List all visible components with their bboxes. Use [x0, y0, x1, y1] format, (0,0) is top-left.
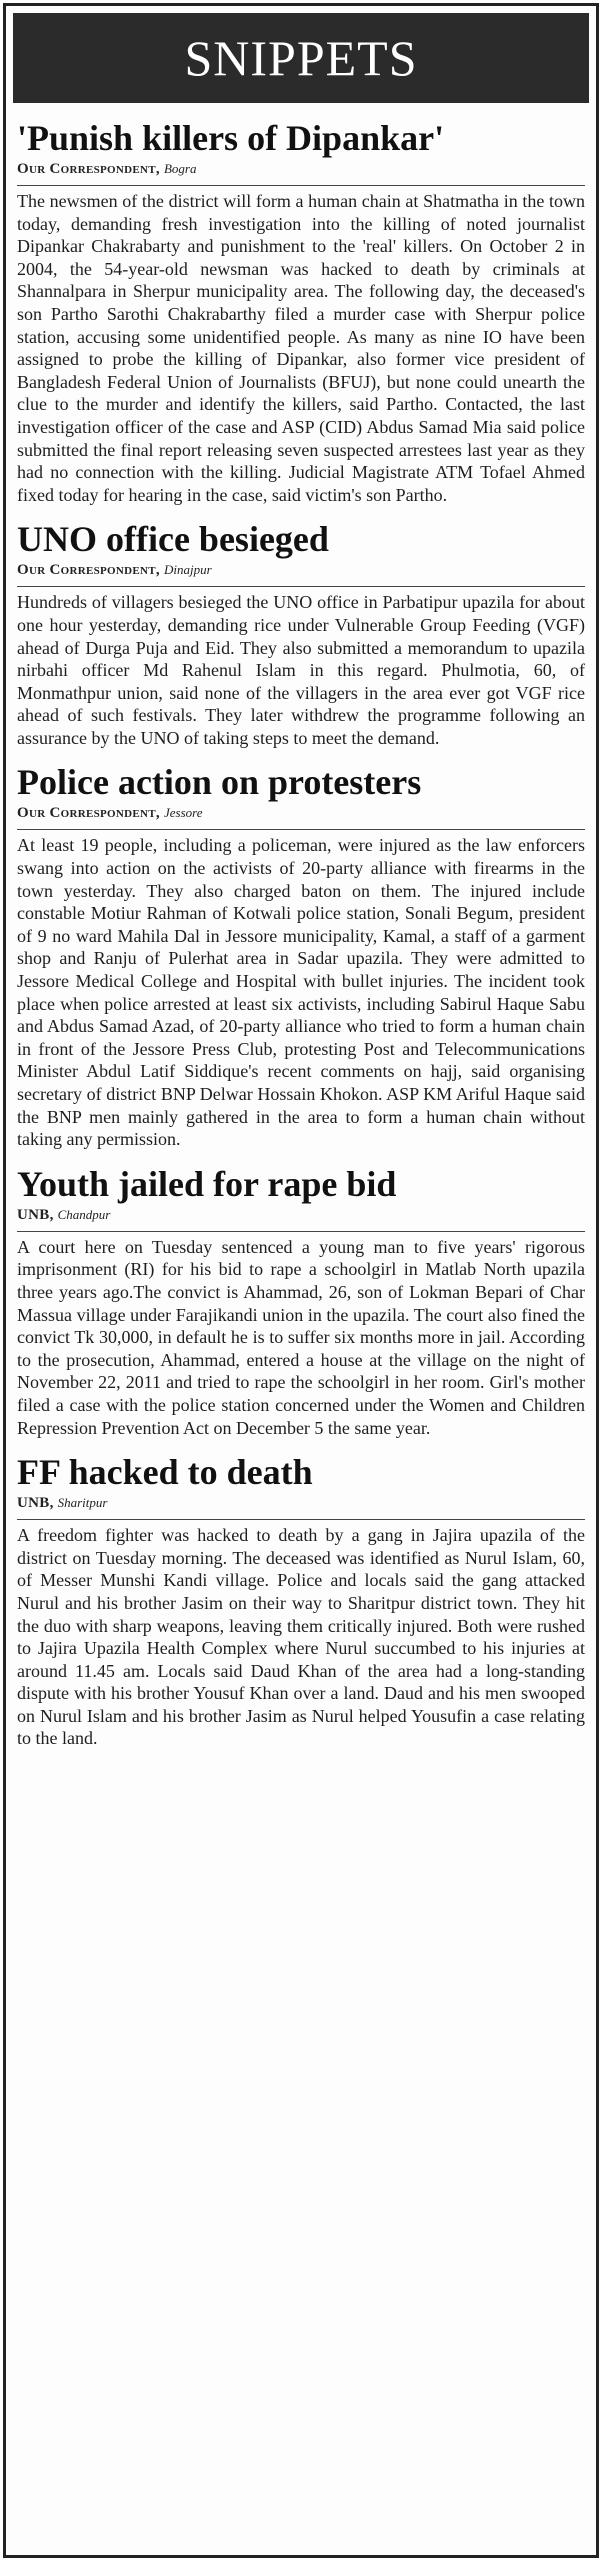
article-body: A freedom fighter was hacked to death by a gang in Jajira upazila of the district on Tuesday morning. The deceased was identified as Nurul Islam, 60, of Messer Munshi Kandi village. Police and locals said the gang attacked Nurul and his brother Jasim on their way to Sharitpur district town. They hit the duo with sharp weapons, leaving them critically injured. Both were rushed to Jajira Upazila Health Complex where Nurul succumbed to his injuries at around 11.45 am. Locals said Daud Khan of the area had a long-standing dispute with his brother Yousuf Khan over a land. Daud and his men swooped on Nurul Islam and his brother Jasim as Nurul helped Yousufin a case relating to the land. — [17, 1525, 585, 1749]
article-headline: 'Punish killers of Dipankar' — [17, 118, 445, 158]
article-body: The newsmen of the district will form a human chain at Shatmatha in the town today, demanding fresh investigation into the killing of noted journalist Dipankar Chakrabarty and punishment to the 'real' killers. On October 2 in 2004, the 54-year-old newsman was hacked to death by criminals at Shannalpara in Sherpur municipality area. The following day, the deceased's son Partho Sarothi Chakrabarthy filed a murder case with Sherpur police station, accusing some unidentified people. As many as nine IO have been assigned to probe the killing of Dipankar, also former vice president of Bangladesh Federal Union of Journalists (BFUJ), but none could unearth the clue to the murder and identify the killers, said Partho. Contacted, the last investigation officer of the case and ASP (CID) Abdus Samad Mia said police submitted the final report releasing seven suspected arrestees last year as they had no connection with the killing. Judicial Magistrate ATM Tofael Ahmed fixed today for hearing in the case, said victim's son Partho. — [17, 191, 585, 505]
article-body: A court here on Tuesday sentenced a young man to five years' rigorous imprisonment (RI) for his bid to rape a schoolgirl in Matlab North upazila three years ago.The convict is Ahammad, 26, son of Lokman Bepari of Char Massua village under Farajikandi union in the upazila. The court also fined the convict Tk 30,000, in default he is to suffer six months more in jail. According to the prosecution, Ahammad, entered a house at the village on the night of November 22, 2011 and tried to rape the schoolgirl in her room. Girl's mother filed a case with the police station concerned under the Women and Children Repression Prevention Act on December 5 the same year. — [17, 1236, 585, 1438]
article-headline: UNO office besieged — [17, 519, 329, 560]
article-headline: Police action on protesters — [17, 762, 422, 803]
article-byline — [17, 1205, 585, 1232]
article-byline — [17, 560, 585, 587]
article-youth-jailed — [6, 1163, 596, 1439]
article-headline: Youth jailed for rape bid — [17, 1163, 397, 1204]
article-uno-office — [6, 518, 596, 749]
article-body: At least 19 people, including a policeman, were injured as the law enforcers swang into action on the activists of 20-party alliance with firearms in the town yesterday. They also charged baton on them. The injured include constable Motiur Rahman of Kotwali police station, Sonali Begum, president of 9 no ward Mahila Dal in Jessore municipality, Kamal, a staff of a garment shop and Ranju of Pulerhat area in Sadar upazila. They were admitted to Jessore Medical College and Hospital with bullet injuries. The incident took place when police arrested at least six activists, including Sabirul Haque Sabu and Abdus Samad Azad, of 20-party alliance who tried to form a human chain in front of the Jessore Press Club, protesting Post and Telecommunications Minister Abdul Latif Siddique's recent comments on hajj, said organising secretary of district BNP Delwar Hossain Khokon. ASP KM Ariful Haque said the BNP men mainly gathered in the area to form a human chain without taking any permission. — [17, 835, 585, 1150]
byline-place: Chandpur — [57, 1206, 111, 1222]
byline-source: UNB, — [17, 1206, 54, 1223]
byline-place: Dinajpur — [163, 562, 212, 578]
byline-source: Our Correspondent, — [17, 805, 160, 822]
byline-source: Our Correspondent, — [17, 562, 160, 579]
article-byline — [17, 803, 585, 830]
snippets-column — [3, 3, 599, 2558]
article-ff-hacked — [6, 1451, 596, 1750]
section-title: SNIPPETS — [13, 13, 589, 103]
byline-place: Sharitpur — [57, 1495, 108, 1511]
byline-place: Jessore — [163, 805, 203, 821]
article-byline — [17, 1493, 585, 1520]
article-body: Hundreds of villagers besieged the UNO office in Parbatipur upazila for about one hour yesterday, demanding rice under Vulnerable Group Feeding (VGF) ahead of Durga Puja and Eid. They also submitted a memorandum to upazila nirbahi officer Md Rahenul Islam in this regard. Phulmotia, 60, of Monmathpur union, said none of the villagers in the area ever got VGF rice ahead of such festivals. They later withdrew the programme following an assurance by the UNO of taking steps to meet the demand. — [17, 592, 585, 748]
article-headline: FF hacked to death — [17, 1452, 313, 1493]
article-punish-killers — [6, 117, 596, 506]
byline-source: UNB, — [17, 1495, 54, 1512]
article-police-action — [6, 761, 596, 1150]
article-byline — [17, 159, 585, 186]
byline-source: Our Correspondent, — [17, 161, 160, 177]
byline-place: Bogra — [163, 161, 197, 176]
